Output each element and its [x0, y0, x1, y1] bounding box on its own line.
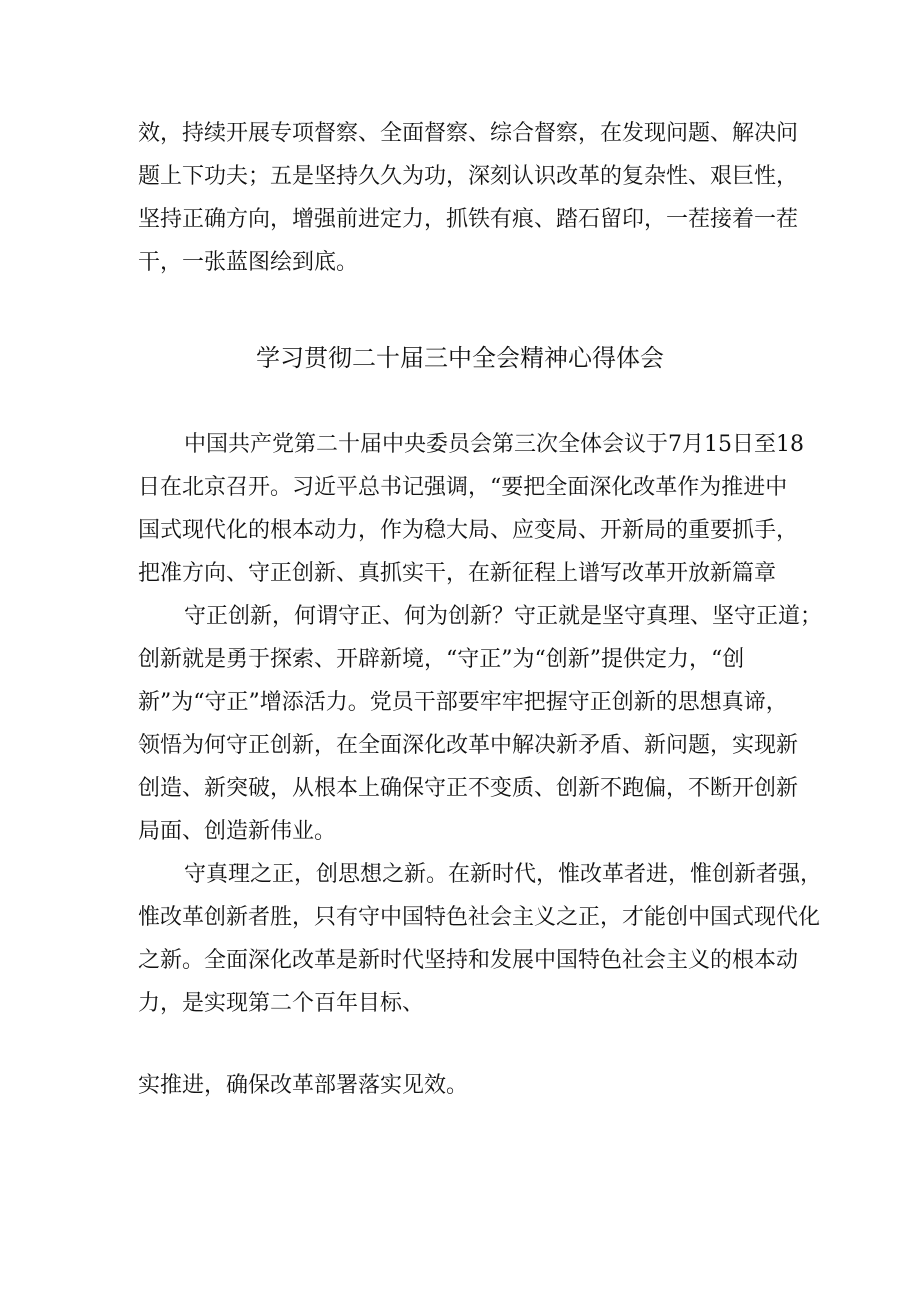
paragraph-1-line-2: 日在北京召开。习近平总书记强调，“要把全面深化改革作为推进中	[138, 475, 788, 500]
continuation-line-3: 坚持正确方向，增强前进定力，抓铁有痕、踏石留印，一茬接着一茬	[138, 207, 799, 232]
paragraph-3-line-4: 力，是实现第二个百年目标、	[138, 991, 425, 1016]
continuation-line-4: 干，一张蓝图绘到底。	[138, 250, 359, 275]
paragraph-1-line-4: 把准方向、守正创新、真抓实干，在新征程上谱写改革开放新篇章	[138, 561, 777, 586]
paragraph-3-line-1: 守真理之正，创思想之新。在新时代，惟改革者进，惟创新者强，	[184, 862, 823, 887]
paragraph-1-line-1: 中国共产党第二十届中央委员会第三次全体会议于7月15日至18	[184, 432, 804, 457]
paragraph-1-line-3: 国式现代化的根本动力，作为稳大局、应变局、开新局的重要抓手，	[138, 518, 799, 543]
continuation-line-2: 题上下功夫；五是坚持久久为功，深刻认识改革的复杂性、艰巨性，	[138, 164, 799, 189]
paragraph-2-line-5: 创造、新突破，从根本上确保守正不变质、创新不跑偏，不断开创新	[138, 776, 799, 801]
paragraph-2-line-3: 新”为“守正”增添活力。党员干部要牢牢把握守正创新的思想真谛，	[138, 690, 788, 715]
continuation-line-1: 效，持续开展专项督察、全面督察、综合督察，在发现问题、解决问	[138, 121, 799, 146]
paragraph-2-line-4: 领悟为何守正创新，在全面深化改革中解决新矛盾、新问题，实现新	[138, 733, 799, 758]
paragraph-3-line-2: 惟改革创新者胜，只有守中国特色社会主义之正，才能创中国式现代化	[138, 905, 821, 930]
fragment-line: 实推进，确保改革部署落实见效。	[138, 1073, 469, 1098]
paragraph-2-line-1: 守正创新，何谓守正、何为创新？守正就是坚守真理、坚守正道；	[184, 604, 823, 629]
paragraph-3-line-3: 之新。全面深化改革是新时代坚持和发展中国特色社会主义的根本动	[138, 948, 799, 973]
paragraph-2-line-2: 创新就是勇于探索、开辟新境，“守正”为“创新”提供定力，“创	[138, 647, 745, 672]
section-title: 学习贯彻二十届三中全会精神心得体会	[256, 344, 664, 372]
paragraph-2-line-6: 局面、创造新伟业。	[138, 819, 337, 844]
